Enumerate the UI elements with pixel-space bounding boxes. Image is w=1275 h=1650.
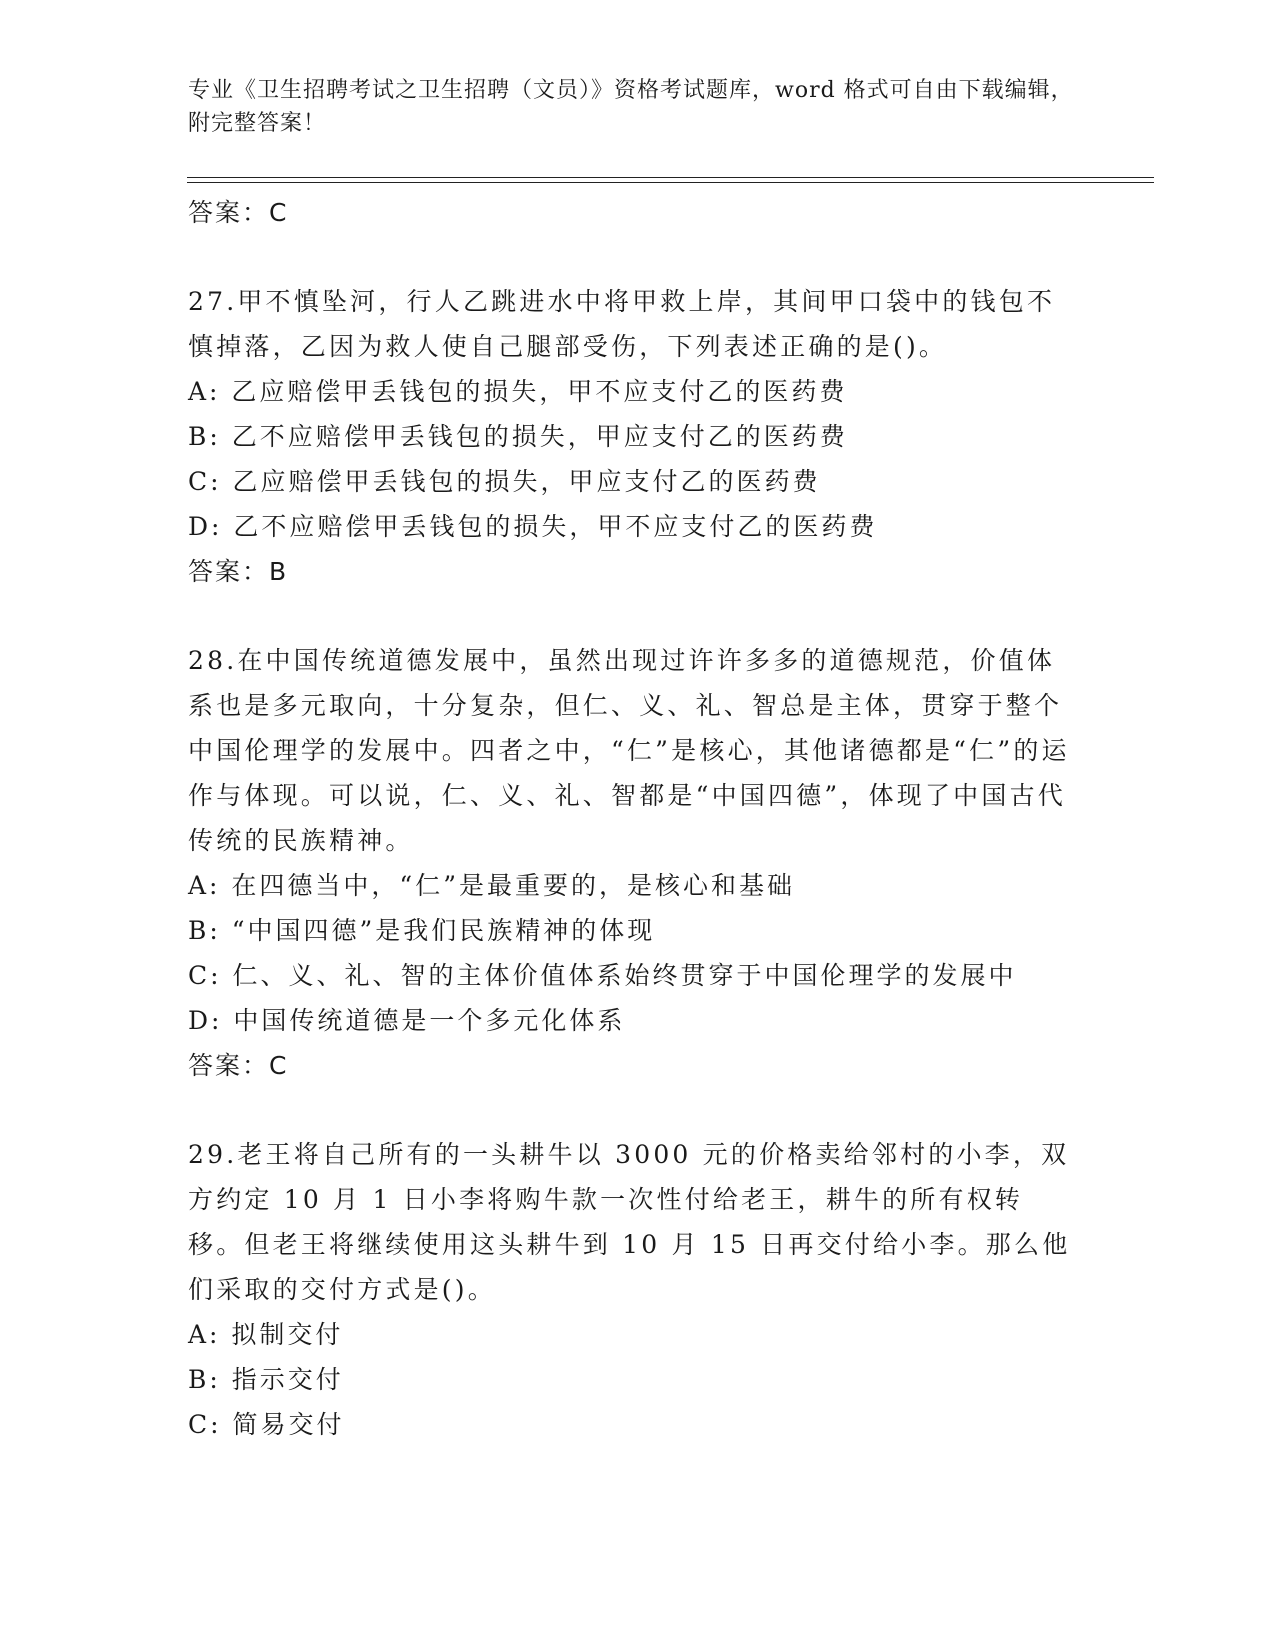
- option-b: B: “中国四德”是我们民族精神的体现: [188, 916, 656, 945]
- question-28: [188, 638, 1078, 1088]
- document-header: [188, 74, 1088, 140]
- header-rule-top: [187, 177, 1154, 178]
- question-27: [188, 279, 1078, 594]
- answer-line: 答案：B: [188, 557, 289, 586]
- option-d: D: 中国传统道德是一个多元化体系: [188, 1006, 626, 1035]
- option-c: C: 乙应赔偿甲丢钱包的损失，甲应支付乙的医药费: [188, 467, 821, 496]
- question-stem: 28.在中国传统道德发展中，虽然出现过许许多多的道德规范，价值体系也是多元取向，十分复杂，但仁、义、礼、智总是主体，贯穿于整个中国伦理学的发展中。四者之中，“仁”是核心，其他诸德都是“仁”的运作与体现。可以说，仁、义、礼、智都是“中国四德”，体现了中国古代传统的民族精神。: [188, 646, 1070, 855]
- question-29: [188, 1132, 1078, 1447]
- option-a: A: 乙应赔偿甲丢钱包的损失，甲不应支付乙的医药费: [188, 377, 848, 406]
- option-a: A: 拟制交付: [188, 1320, 344, 1349]
- option-c: C: 仁、义、礼、智的主体价值体系始终贯穿于中国伦理学的发展中: [188, 961, 1017, 990]
- option-a: A: 在四德当中，“仁”是最重要的，是核心和基础: [188, 871, 795, 900]
- option-b: B: 指示交付: [188, 1365, 344, 1394]
- spacer: [188, 594, 1078, 638]
- question-list: [188, 190, 1078, 1447]
- previous-answer: 答案：C: [188, 198, 289, 227]
- question-stem: 27.甲不慎坠河，行人乙跳进水中将甲救上岸，其间甲口袋中的钱包不慎掉落，乙因为救人使自己腿部受伤，下列表述正确的是()。: [188, 287, 1056, 361]
- header-text: 专业《卫生招聘考试之卫生招聘（文员）》资格考试题库，word 格式可自由下载编辑，附完整答案！: [188, 78, 1074, 136]
- spacer: [188, 235, 1078, 279]
- spacer: [188, 1088, 1078, 1132]
- option-b: B: 乙不应赔偿甲丢钱包的损失，甲应支付乙的医药费: [188, 422, 848, 451]
- option-d: D: 乙不应赔偿甲丢钱包的损失，甲不应支付乙的医药费: [188, 512, 878, 541]
- answer-line: 答案：C: [188, 1051, 289, 1080]
- option-c: C: 简易交付: [188, 1410, 345, 1439]
- header-rule-bottom: [187, 182, 1154, 183]
- question-stem: 29.老王将自己所有的一头耕牛以 3000 元的价格卖给邻村的小李，双方约定 10 月 1 日小李将购牛款一次性付给老王，耕牛的所有权转移。但老王将继续使用这头耕牛到 10 月 15 日再交付给小李。那么他们采取的交付方式是()。: [188, 1140, 1071, 1304]
